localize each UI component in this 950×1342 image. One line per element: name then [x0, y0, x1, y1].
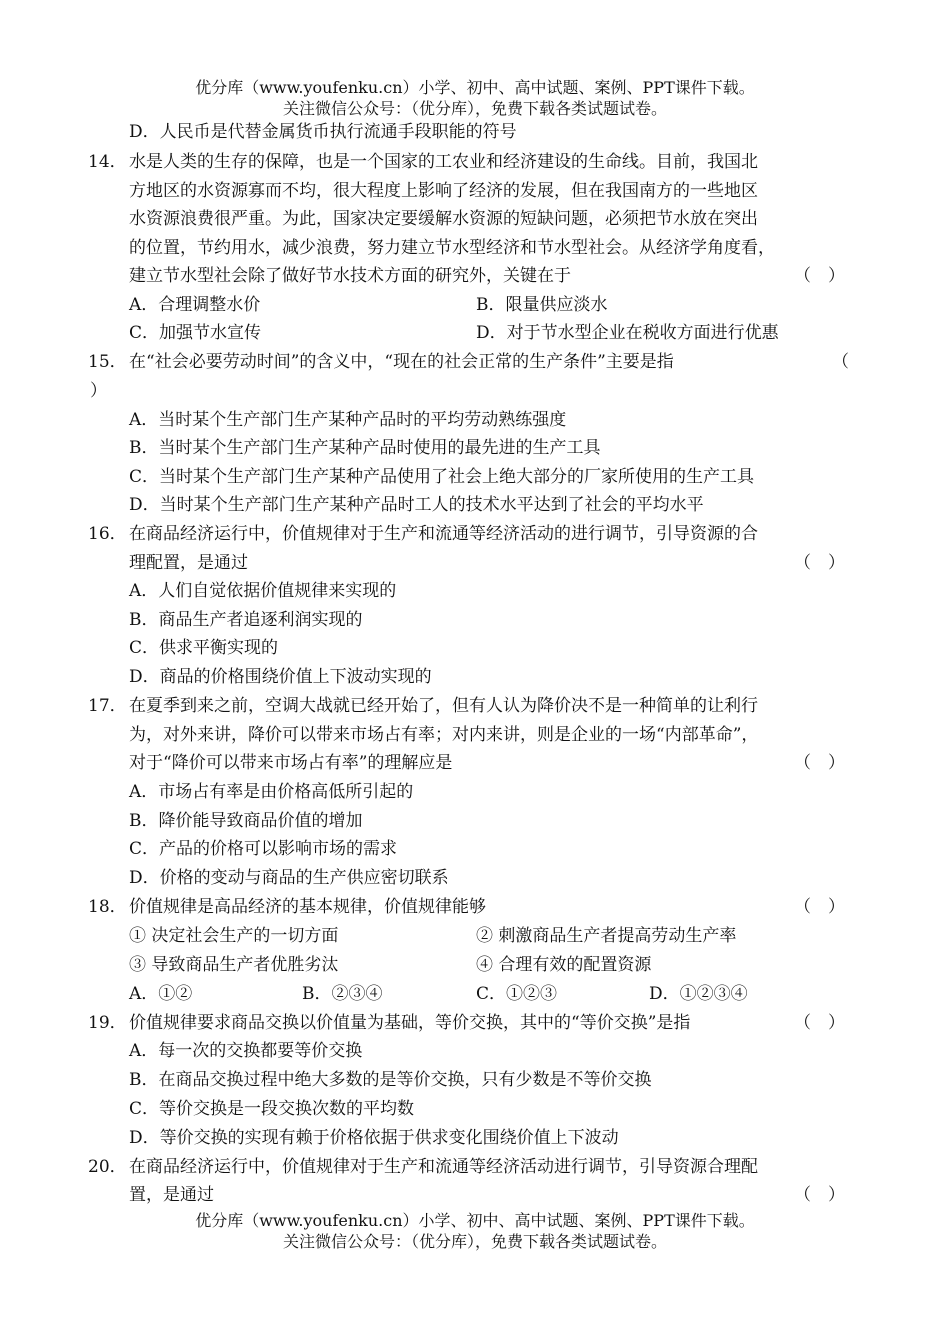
option-a: A．市场占有率是由价格高低所引起的 — [129, 782, 414, 802]
option-c: C．当时某个生产部门生产某种产品使用了社会上绝大部分的厂家所使用的生产工具 — [129, 467, 755, 487]
option-d: D．价格的变动与商品的生产供应密切联系 — [129, 868, 449, 888]
answer-bracket: （ ） — [794, 553, 845, 573]
question-text-line: 在商品经济运行中，价值规律对于生产和流通等经济活动的进行调节，引导资源的合 — [129, 524, 758, 544]
option-a: A．人们自觉依据价值规律来实现的 — [129, 581, 397, 601]
option-c: C．加强节水宣传 — [129, 323, 262, 343]
option-d: D．当时某个生产部门生产某种产品时工人的技术水平达到了社会的平均水平 — [129, 495, 704, 515]
answer-bracket-open: （ — [832, 352, 849, 372]
question-number: 17． — [88, 696, 127, 716]
option-a: A．每一次的交换都要等价交换 — [129, 1041, 363, 1061]
option-b: B．限量供应淡水 — [476, 295, 608, 315]
prev-question-option-d: D．人民币是代替金属货币执行流通手段职能的符号 — [129, 122, 517, 142]
option-c: C．产品的价格可以影响市场的需求 — [129, 839, 398, 859]
option-b: B．②③④ — [302, 984, 383, 1004]
question-text-line: 水是人类的生存的保障，也是一个国家的工农业和经济建设的生命线。目前，我国北 — [129, 152, 758, 172]
question-text-line: 在商品经济运行中，价值规律对于生产和流通等经济活动进行调节，引导资源合理配 — [129, 1157, 758, 1177]
statement-4: ④ 合理有效的配置资源 — [476, 955, 652, 975]
question-number: 15． — [88, 352, 127, 372]
option-b: B．在商品交换过程中绝大多数的是等价交换，只有少数是不等价交换 — [129, 1070, 652, 1090]
answer-bracket: （ ） — [794, 1013, 845, 1033]
option-b: B．降价能导致商品价值的增加 — [129, 811, 363, 831]
page-footer-line-2: 关注微信公众号：（优分库），免费下载各类试题试卷。 — [282, 1232, 667, 1251]
answer-bracket: （ ） — [794, 1185, 845, 1205]
question-text-line: 价值规律要求商品交换以价值量为基础，等价交换，其中的“等价交换”是指 — [129, 1013, 691, 1033]
question-text-line: 对于“降价可以带来市场占有率”的理解应是 — [129, 753, 453, 773]
option-a: A．①② — [129, 984, 193, 1004]
page-header-line-2: 关注微信公众号：（优分库），免费下载各类试题试卷。 — [282, 99, 667, 118]
question-number: 20． — [88, 1157, 127, 1177]
question-number: 18． — [88, 897, 127, 917]
answer-bracket: （ ） — [794, 266, 845, 286]
question-number: 14． — [88, 152, 127, 172]
question-text-line: 价值规律是高品经济的基本规律，价值规律能够 — [129, 897, 486, 917]
question-text-line: 方地区的水资源寡而不均，很大程度上影响了经济的发展，但在我国南方的一些地区 — [129, 181, 758, 201]
option-a: A．合理调整水价 — [129, 295, 261, 315]
option-d: D．商品的价格围绕价值上下波动实现的 — [129, 667, 432, 687]
option-c: C．①②③ — [476, 984, 558, 1004]
question-text-line: 在“社会必要劳动时间”的含义中，“现在的社会正常的生产条件”主要是指 — [129, 352, 674, 372]
question-text-line: 在夏季到来之前，空调大战就已经开始了，但有人认为降价决不是一种简单的让利行 — [129, 696, 758, 716]
question-number: 16． — [88, 524, 127, 544]
question-text-line: 理配置，是通过 — [129, 553, 248, 573]
question-text-line: 水资源浪费很严重。为此，国家决定要缓解水资源的短缺问题，必须把节水放在突出 — [129, 209, 758, 229]
statement-1: ① 决定社会生产的一切方面 — [129, 926, 339, 946]
question-text-line: 为，对外来讲，降价可以带来市场占有率；对内来讲，则是企业的一场“内部革命”， — [129, 725, 759, 745]
page-footer-line-1: 优分库（www.youfenku.cn）小学、初中、高中试题、案例、PPT课件下载。 — [195, 1211, 755, 1230]
answer-bracket: （ ） — [794, 753, 845, 773]
option-c: C．等价交换是一段交换次数的平均数 — [129, 1099, 415, 1119]
question-text-line: 建立节水型社会除了做好节水技术方面的研究外，关键在于 — [129, 266, 571, 286]
question-number: 19． — [88, 1013, 127, 1033]
statement-2: ② 刺激商品生产者提高劳动生产率 — [476, 926, 737, 946]
option-b: B．当时某个生产部门生产某种产品时使用的最先进的生产工具 — [129, 438, 601, 458]
option-d: D．对于节水型企业在税收方面进行优惠 — [476, 323, 779, 343]
question-text-line: 置，是通过 — [129, 1185, 214, 1205]
option-c: C．供求平衡实现的 — [129, 638, 279, 658]
question-text-line: 的位置，节约用水，减少浪费，努力建立节水型经济和节水型社会。从经济学角度看， — [129, 238, 775, 258]
option-d: D．①②③④ — [649, 984, 748, 1004]
answer-bracket: （ ） — [794, 897, 845, 917]
page-header-line-1: 优分库（www.youfenku.cn）小学、初中、高中试题、案例、PPT课件下载。 — [195, 78, 755, 97]
option-a: A．当时某个生产部门生产某种产品时的平均劳动熟练强度 — [129, 410, 567, 430]
option-b: B．商品生产者追逐利润实现的 — [129, 610, 363, 630]
option-d: D．等价交换的实现有赖于价格依据于供求变化围绕价值上下波动 — [129, 1128, 619, 1148]
statement-3: ③ 导致商品生产者优胜劣汰 — [129, 955, 339, 975]
answer-bracket-close: ） — [90, 381, 107, 401]
